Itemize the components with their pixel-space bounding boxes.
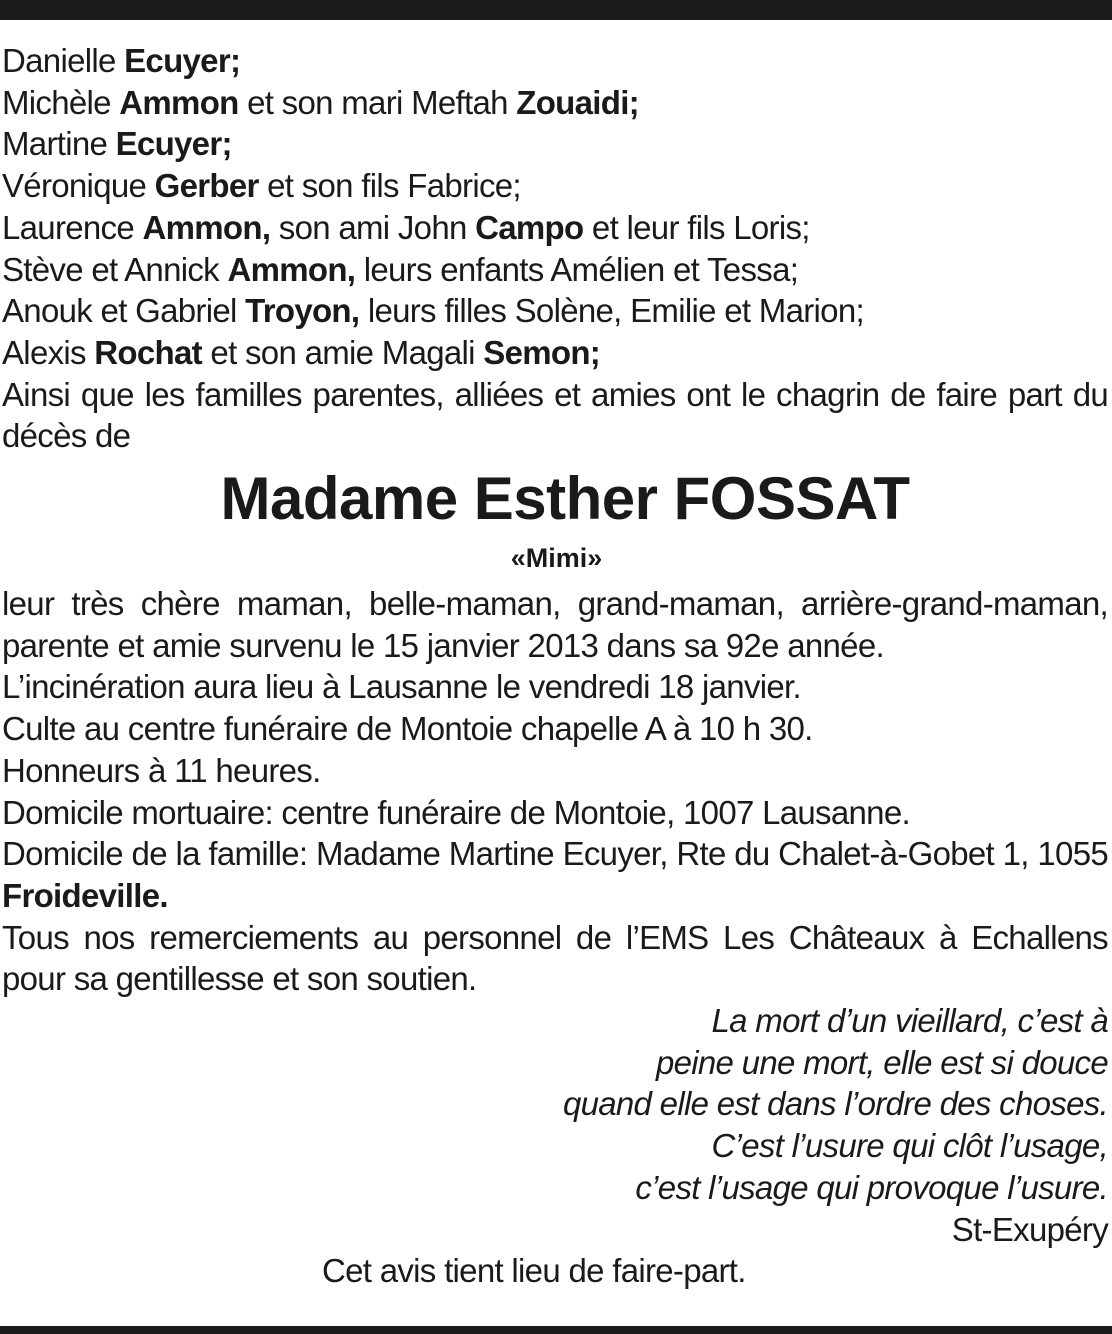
family-home-address: Domicile de la famille: Madame Martine Ecuyer, Rte du Chalet-à-Gobet 1, 1055: [2, 835, 1108, 873]
deceased-name: Madame Esther FOSSAT: [220, 465, 910, 533]
quote-line: peine une mort, elle est si douce: [655, 1043, 1108, 1081]
family-line: Michèle Ammon et son mari Meftah Zouaidi;: [2, 83, 639, 121]
detail-line: Honneurs à 11 heures.: [2, 751, 321, 789]
family-line: Laurence Ammon, son ami John Campo et leur fils Loris;: [2, 208, 810, 246]
death-notice: [2, 40, 1108, 1292]
family-home-paragraph: [2, 833, 1108, 916]
thanks-paragraph: Tous nos remerciements au personnel de l’EMS Les Châteaux à Echallens pour sa gentillesse et son soutien.: [2, 918, 1108, 998]
family-home-city: Froideville.: [2, 876, 168, 914]
quote-author: St-Exupéry: [951, 1210, 1108, 1248]
bottom-border: [0, 1326, 1112, 1334]
top-border: [0, 0, 1112, 20]
family-line: Stève et Annick Ammon, leurs enfants Amélien et Tessa;: [2, 250, 799, 288]
quote-line: C’est l’usure qui clôt l’usage,: [711, 1127, 1108, 1165]
closing-note: Cet avis tient lieu de faire-part.: [322, 1252, 746, 1290]
quote-line: c’est l’usage qui provoque l’usure.: [635, 1168, 1108, 1206]
family-line: Véronique Gerber et son fils Fabrice;: [2, 167, 521, 205]
family-line: Martine Ecuyer;: [2, 125, 232, 163]
family-line: Danielle Ecuyer;: [2, 42, 241, 79]
quote: [2, 1000, 1108, 1209]
tribute-paragraph: leur très chère maman, belle-maman, grand-maman, arrière-grand-maman, parente et amie survenu le 15 janvier 2013 dans sa 92e année.: [2, 585, 1108, 664]
family-list: [2, 40, 1108, 374]
detail-line: L’incinération aura lieu à Lausanne le vendredi 18 janvier.: [2, 668, 801, 706]
intro-paragraph: Ainsi que les familles parentes, alliées et amies ont le chagrin de faire part du décès de: [2, 375, 1108, 455]
family-line: Anouk et Gabriel Troyon, leurs filles Solène, Emilie et Marion;: [2, 292, 864, 330]
quote-line: quand elle est dans l’ordre des choses.: [562, 1085, 1108, 1123]
nickname: «Mimi»: [510, 543, 603, 574]
detail-line: Domicile mortuaire: centre funéraire de Montoie, 1007 Lausanne.: [2, 793, 910, 831]
detail-line: Culte au centre funéraire de Montoie chapelle A à 10 h 30.: [2, 710, 813, 748]
quote-line: La mort d’un vieillard, c’est à: [711, 1002, 1108, 1040]
family-line: Alexis Rochat et son amie Magali Semon;: [2, 333, 601, 371]
